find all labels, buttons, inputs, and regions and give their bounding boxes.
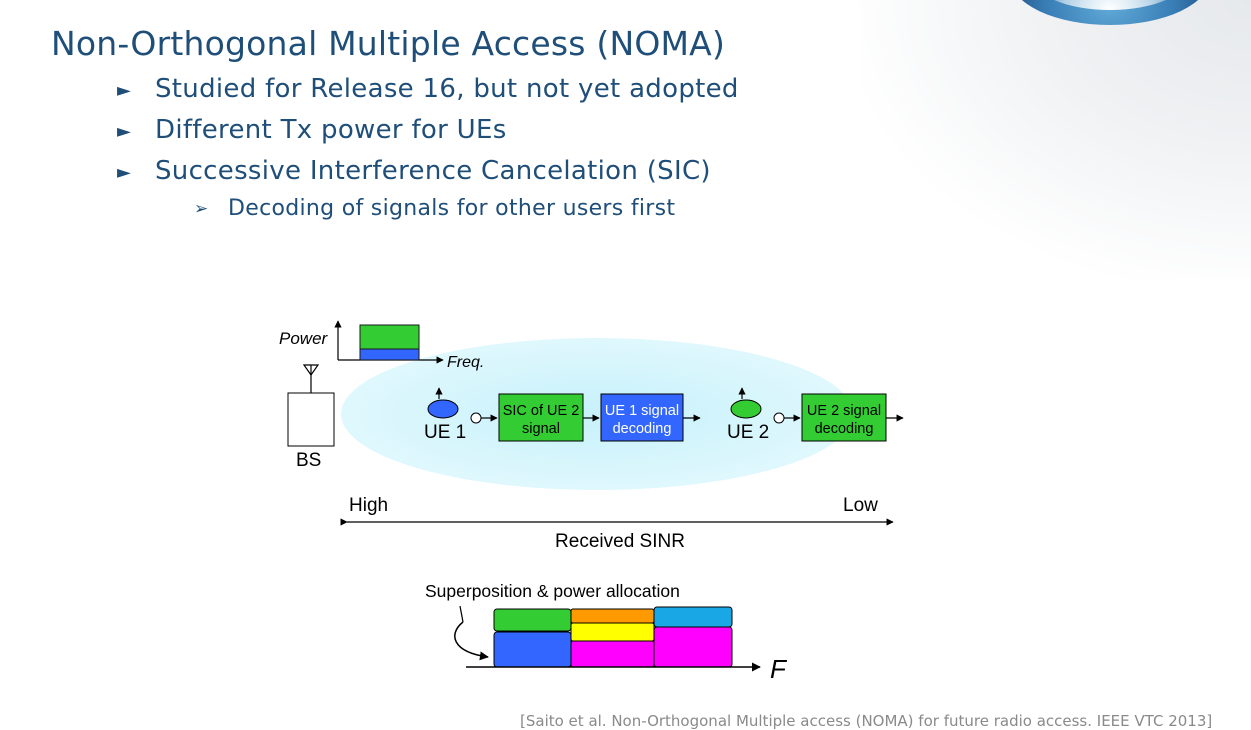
blue-block xyxy=(494,632,571,667)
magenta-block xyxy=(571,641,654,667)
cyan-block xyxy=(654,607,732,627)
bullet-text: Different Tx power for UEs xyxy=(155,115,507,145)
bullet-text: Successive Interference Cancelation (SIC) xyxy=(155,156,711,186)
ue1-label: UE 1 xyxy=(424,422,467,443)
green-block xyxy=(494,609,571,631)
triangle-bullet-icon: ► xyxy=(117,121,132,142)
sic-box-line1: SIC of UE 2 xyxy=(502,403,580,419)
base-station-box xyxy=(288,393,334,446)
sub-bullet-text: Decoding of signals for other users first xyxy=(228,196,676,221)
freq-label: Freq. xyxy=(447,354,485,371)
ue1-dec-line2: decoding xyxy=(612,421,672,437)
f-label: F xyxy=(770,654,786,684)
bullet-text: Studied for Release 16, but not yet adopted xyxy=(155,74,739,104)
slide-title: Non-Orthogonal Multiple Access (NOMA) xyxy=(51,24,726,63)
power-green-block xyxy=(360,325,419,349)
bs-label: BS xyxy=(296,450,322,471)
magenta-block xyxy=(654,627,732,667)
ue1-device-icon xyxy=(428,400,458,418)
power-blue-block xyxy=(360,349,419,360)
superposition-arrow xyxy=(455,622,488,657)
ue2-device-icon xyxy=(731,400,761,418)
triangle-bullet-icon: ► xyxy=(117,80,132,101)
ue1-dec-line1: UE 1 signal xyxy=(604,403,680,419)
sinr-label: Received SINR xyxy=(555,531,685,552)
yellow-block xyxy=(571,623,654,641)
orange-block xyxy=(571,609,654,623)
citation: [Saito et al. Non-Orthogonal Multiple access (NOMA) for future radio access. IEEE VTC 2013] xyxy=(520,712,1213,730)
ue2-terminal xyxy=(774,413,784,423)
sic-box-line2: signal xyxy=(522,421,560,437)
ue2-dec-line1: UE 2 signal xyxy=(806,403,882,419)
arrow-bullet-icon: ➢ xyxy=(194,199,209,219)
ue1-terminal xyxy=(471,413,481,423)
pointer-line xyxy=(460,606,463,622)
ue2-label: UE 2 xyxy=(727,422,770,443)
ue2-dec-line2: decoding xyxy=(814,421,874,437)
superposition-label: Superposition & power allocation xyxy=(425,581,680,601)
power-label: Power xyxy=(279,329,328,348)
high-label: High xyxy=(349,495,389,516)
low-label: Low xyxy=(843,495,878,516)
triangle-bullet-icon: ► xyxy=(117,162,132,183)
